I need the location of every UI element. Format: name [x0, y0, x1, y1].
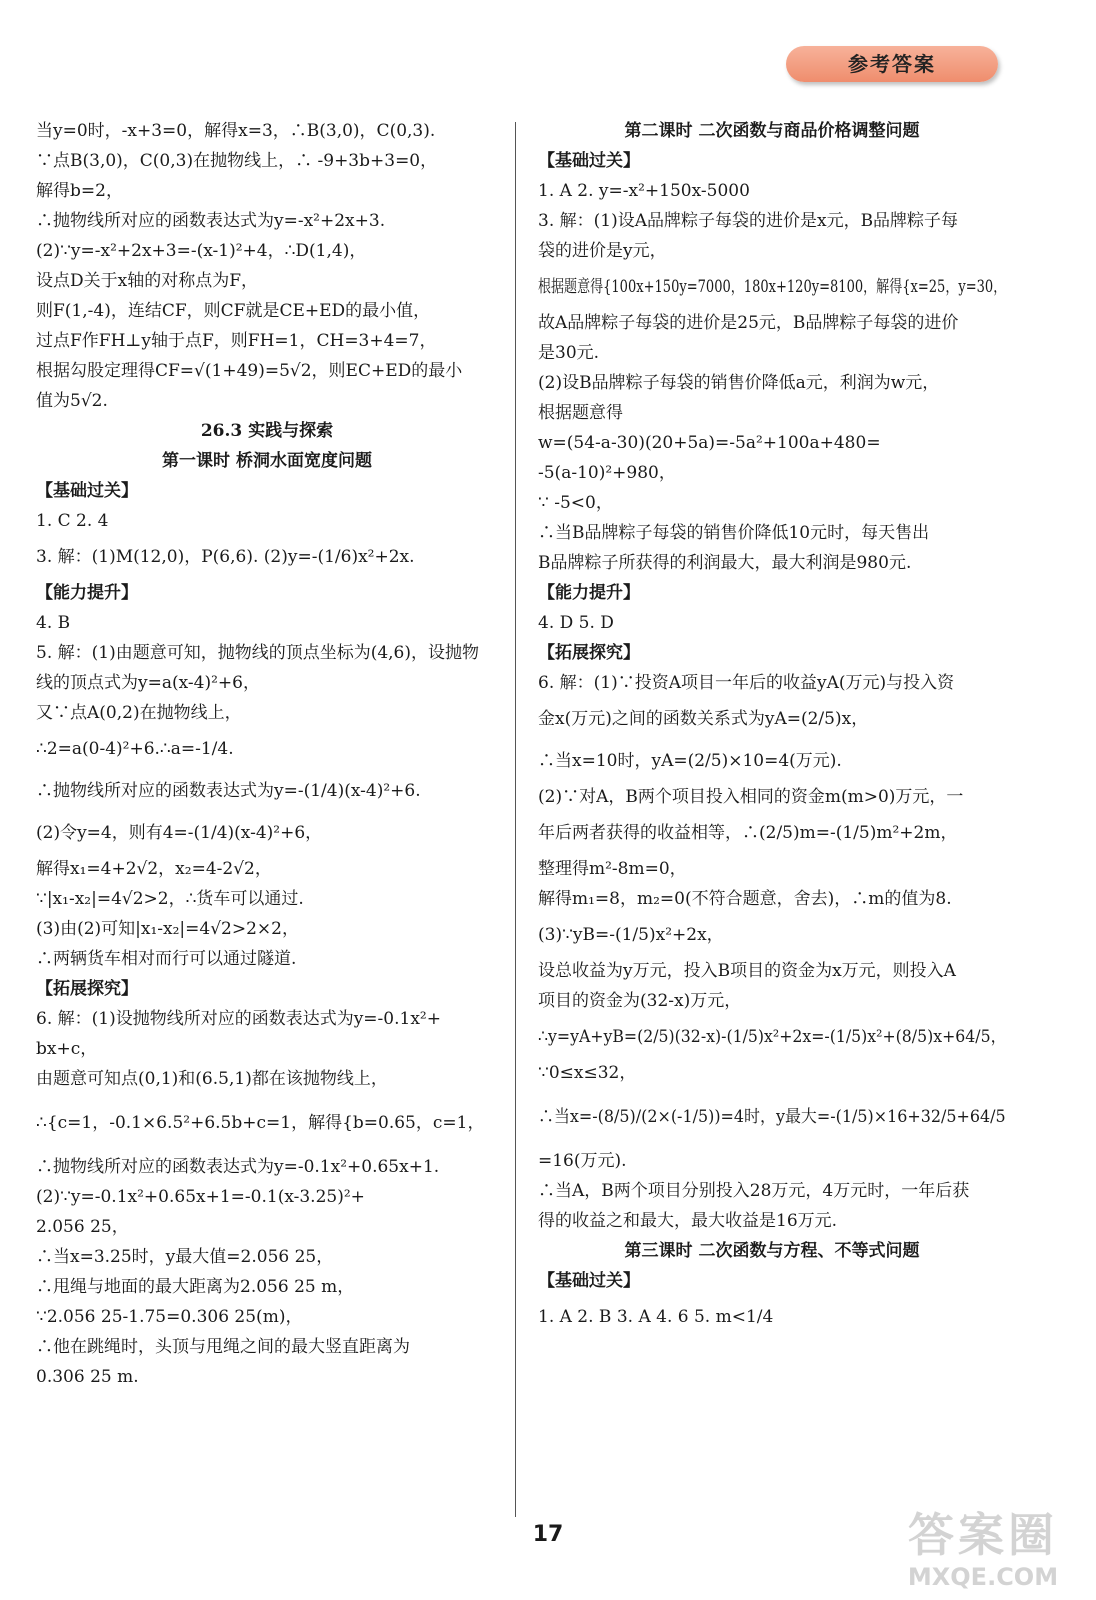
answer-line: 第三课时 二次函数与方程、不等式问题: [624, 1241, 920, 1261]
answer-line: 【基础过关】: [538, 1271, 640, 1291]
answer-line: 由题意可知点(0,1)和(6.5,1)都在该抛物线上，: [36, 1069, 388, 1089]
answer-line: ∴当B品牌粽子每袋的销售价降低10元时，每天售出: [538, 523, 930, 543]
answer-line: 解得b=2，: [36, 181, 123, 201]
answer-line: ∵|x₁-x₂|=4√2>2，∴货车可以通过.: [36, 889, 304, 909]
answer-line: 值为5√2.: [36, 391, 108, 411]
answer-line: 袋的进价是y元，: [538, 241, 667, 261]
answer-line: -5(a-10)²+980，: [538, 463, 676, 483]
answer-line: ∴他在跳绳时，头顶与甩绳之间的最大竖直距离为: [36, 1337, 410, 1357]
answer-line: 年后两者获得的收益相等，∴(2/5)m=-(1/5)m²+2m，: [538, 823, 958, 843]
answer-line: ∵ -5<0，: [538, 493, 613, 513]
left-column: [36, 116, 498, 1392]
answer-line: ∴y=yA+yB=(2/5)(32-x)-(1/5)x²+2x=-(1/5)x²+(8/5)x+64/5，: [538, 1027, 1007, 1047]
answer-line: (2)∵对A，B两个项目投入相同的资金m(m>0)万元，一: [538, 787, 964, 807]
answer-line: 设总收益为y万元，投入B项目的资金为x万元，则投入A: [538, 961, 956, 981]
answer-line: 解得x₁=4+2√2，x₂=4-2√2，: [36, 859, 272, 879]
answer-line: (3)∵yB=-(1/5)x²+2x，: [538, 925, 724, 945]
column-divider: [515, 122, 516, 1517]
answer-line: 【能力提升】: [538, 583, 640, 603]
answer-line: ∴抛物线所对应的函数表达式为y=-0.1x²+0.65x+1.: [36, 1157, 440, 1177]
answer-line: 【拓展探究】: [36, 979, 138, 999]
answer-line: 金x(万元)之间的函数关系式为yA=(2/5)x，: [538, 709, 869, 729]
answer-line: 得的收益之和最大，最大收益是16万元.: [538, 1211, 838, 1231]
answer-line: 过点F作FH⊥y轴于点F，则FH=1，CH=3+4=7，: [36, 331, 437, 351]
answer-line: 根据勾股定理得CF=√(1+49)=5√2，则EC+ED的最小: [36, 361, 463, 381]
answer-line: ∴当A，B两个项目分别投入28万元，4万元时，一年后获: [538, 1181, 970, 1201]
answer-line: 4. D 5. D: [538, 613, 614, 633]
answer-line: 整理得m²-8m=0，: [538, 859, 687, 879]
answer-line: 5. 解：(1)由题意可知，抛物线的顶点坐标为(4,6)，设抛物: [36, 643, 480, 663]
answer-line: 根据题意得{100x+150y=7000，180x+120y=8100，解得{x=25，y=30，: [538, 277, 1007, 297]
answer-line: ∴甩绳与地面的最大距离为2.056 25 m，: [36, 1277, 355, 1297]
answer-line: B品牌粽子所获得的利润最大，最大利润是980元.: [538, 553, 912, 573]
answer-line: ∴抛物线所对应的函数表达式为y=-(1/4)(x-4)²+6.: [36, 781, 421, 801]
answer-line: =16(万元).: [538, 1151, 627, 1171]
answer-key-badge: 参考答案: [786, 46, 998, 82]
answer-line: 第二课时 二次函数与商品价格调整问题: [624, 121, 920, 141]
answer-line: 设点D关于x轴的对称点为F，: [36, 271, 259, 291]
answer-line: 2.056 25，: [36, 1217, 129, 1237]
answer-line: ∴当x=3.25时，y最大值=2.056 25，: [36, 1247, 334, 1267]
answer-line: ∵点B(3,0)，C(0,3)在抛物线上，∴ -9+3b+3=0，: [36, 151, 438, 171]
page-number: 17: [532, 1522, 564, 1547]
answer-line: 6. 解：(1)∵投资A项目一年后的收益yA(万元)与投入资: [538, 673, 955, 693]
watermark-logo-text: 答案圈: [908, 1508, 1058, 1562]
answer-line: 【能力提升】: [36, 583, 138, 603]
answer-line: 1. C 2. 4: [36, 511, 109, 531]
answer-line: 【基础过关】: [538, 151, 640, 171]
answer-line: 4. B: [36, 613, 71, 633]
answer-line: ∴当x=-(8/5)/(2×(-1/5))=4时，y最大=-(1/5)×16+32/5+64/5: [538, 1107, 1006, 1127]
answer-line: ∴两辆货车相对而行可以通过隧道.: [36, 949, 297, 969]
answer-line: ∵2.056 25-1.75=0.306 25(m)，: [36, 1307, 303, 1327]
answer-line: (2)令y=4，则有4=-(1/4)(x-4)²+6，: [36, 823, 323, 843]
answer-line: 3. 解：(1)设A品牌粽子每袋的进价是x元，B品牌粽子每: [538, 211, 959, 231]
answer-line: 解得m₁=8，m₂=0(不符合题意，舍去)，∴m的值为8.: [538, 889, 952, 909]
watermark-url: MXQE.COM: [907, 1563, 1059, 1591]
answer-line: ∴当x=10时，yA=(2/5)×10=4(万元).: [538, 751, 842, 771]
answer-line: 【基础过关】: [36, 481, 138, 501]
answer-line: bx+c，: [36, 1039, 98, 1059]
answer-line: 当y=0时，-x+3=0，解得x=3，∴B(3,0)，C(0,3).: [36, 121, 436, 141]
answer-line: ∵0≤x≤32，: [538, 1063, 637, 1083]
answer-line: 3. 解：(1)M(12,0)，P(6,6). (2)y=-(1/6)x²+2x.: [36, 547, 415, 567]
answer-line: 则F(1,-4)，连结CF，则CF就是CE+ED的最小值，: [36, 301, 431, 321]
answer-line: 6. 解：(1)设抛物线所对应的函数表达式为y=-0.1x²+: [36, 1009, 441, 1029]
answer-line: 0.306 25 m.: [36, 1367, 139, 1387]
answer-line: 项目的资金为(32-x)万元，: [538, 991, 742, 1011]
answer-line: 是30元.: [538, 343, 600, 363]
answer-line: ∴{c=1，-0.1×6.5²+6.5b+c=1，解得{b=0.65，c=1，: [36, 1113, 485, 1133]
answer-line: 根据题意得: [538, 403, 623, 423]
answer-line: 1. A 2. y=-x²+150x-5000: [538, 181, 750, 201]
site-watermark: [878, 1508, 1088, 1600]
answer-line: ∴2=a(0-4)²+6.∴a=-1/4.: [36, 739, 234, 759]
answer-line: 线的顶点式为y=a(x-4)²+6，: [36, 673, 260, 693]
answer-line: (2)∵y=-0.1x²+0.65x+1=-0.1(x-3.25)²+: [36, 1187, 365, 1207]
answer-line: (3)由(2)可知|x₁-x₂|=4√2>2×2，: [36, 919, 299, 939]
answer-line: (2)设B品牌粽子每袋的销售价降低a元，利润为w元，: [538, 373, 940, 393]
answer-line: ∴抛物线所对应的函数表达式为y=-x²+2x+3.: [36, 211, 386, 231]
answer-line: 1. A 2. B 3. A 4. 6 5. m<1/4: [538, 1307, 774, 1327]
answer-line: w=(54-a-30)(20+5a)=-5a²+100a+480=: [538, 433, 881, 453]
answer-line: 又∵点A(0,2)在抛物线上，: [36, 703, 242, 723]
answer-line: 26.3 实践与探索: [200, 421, 334, 441]
answer-line: 【拓展探究】: [538, 643, 640, 663]
answer-line: 故A品牌粽子每袋的进价是25元，B品牌粽子每袋的进价: [538, 313, 959, 333]
answer-line: 第一课时 桥洞水面宽度问题: [162, 451, 372, 471]
right-column: [538, 116, 1006, 1338]
answer-line: (2)∵y=-x²+2x+3=-(x-1)²+4，∴D(1,4)，: [36, 241, 367, 261]
